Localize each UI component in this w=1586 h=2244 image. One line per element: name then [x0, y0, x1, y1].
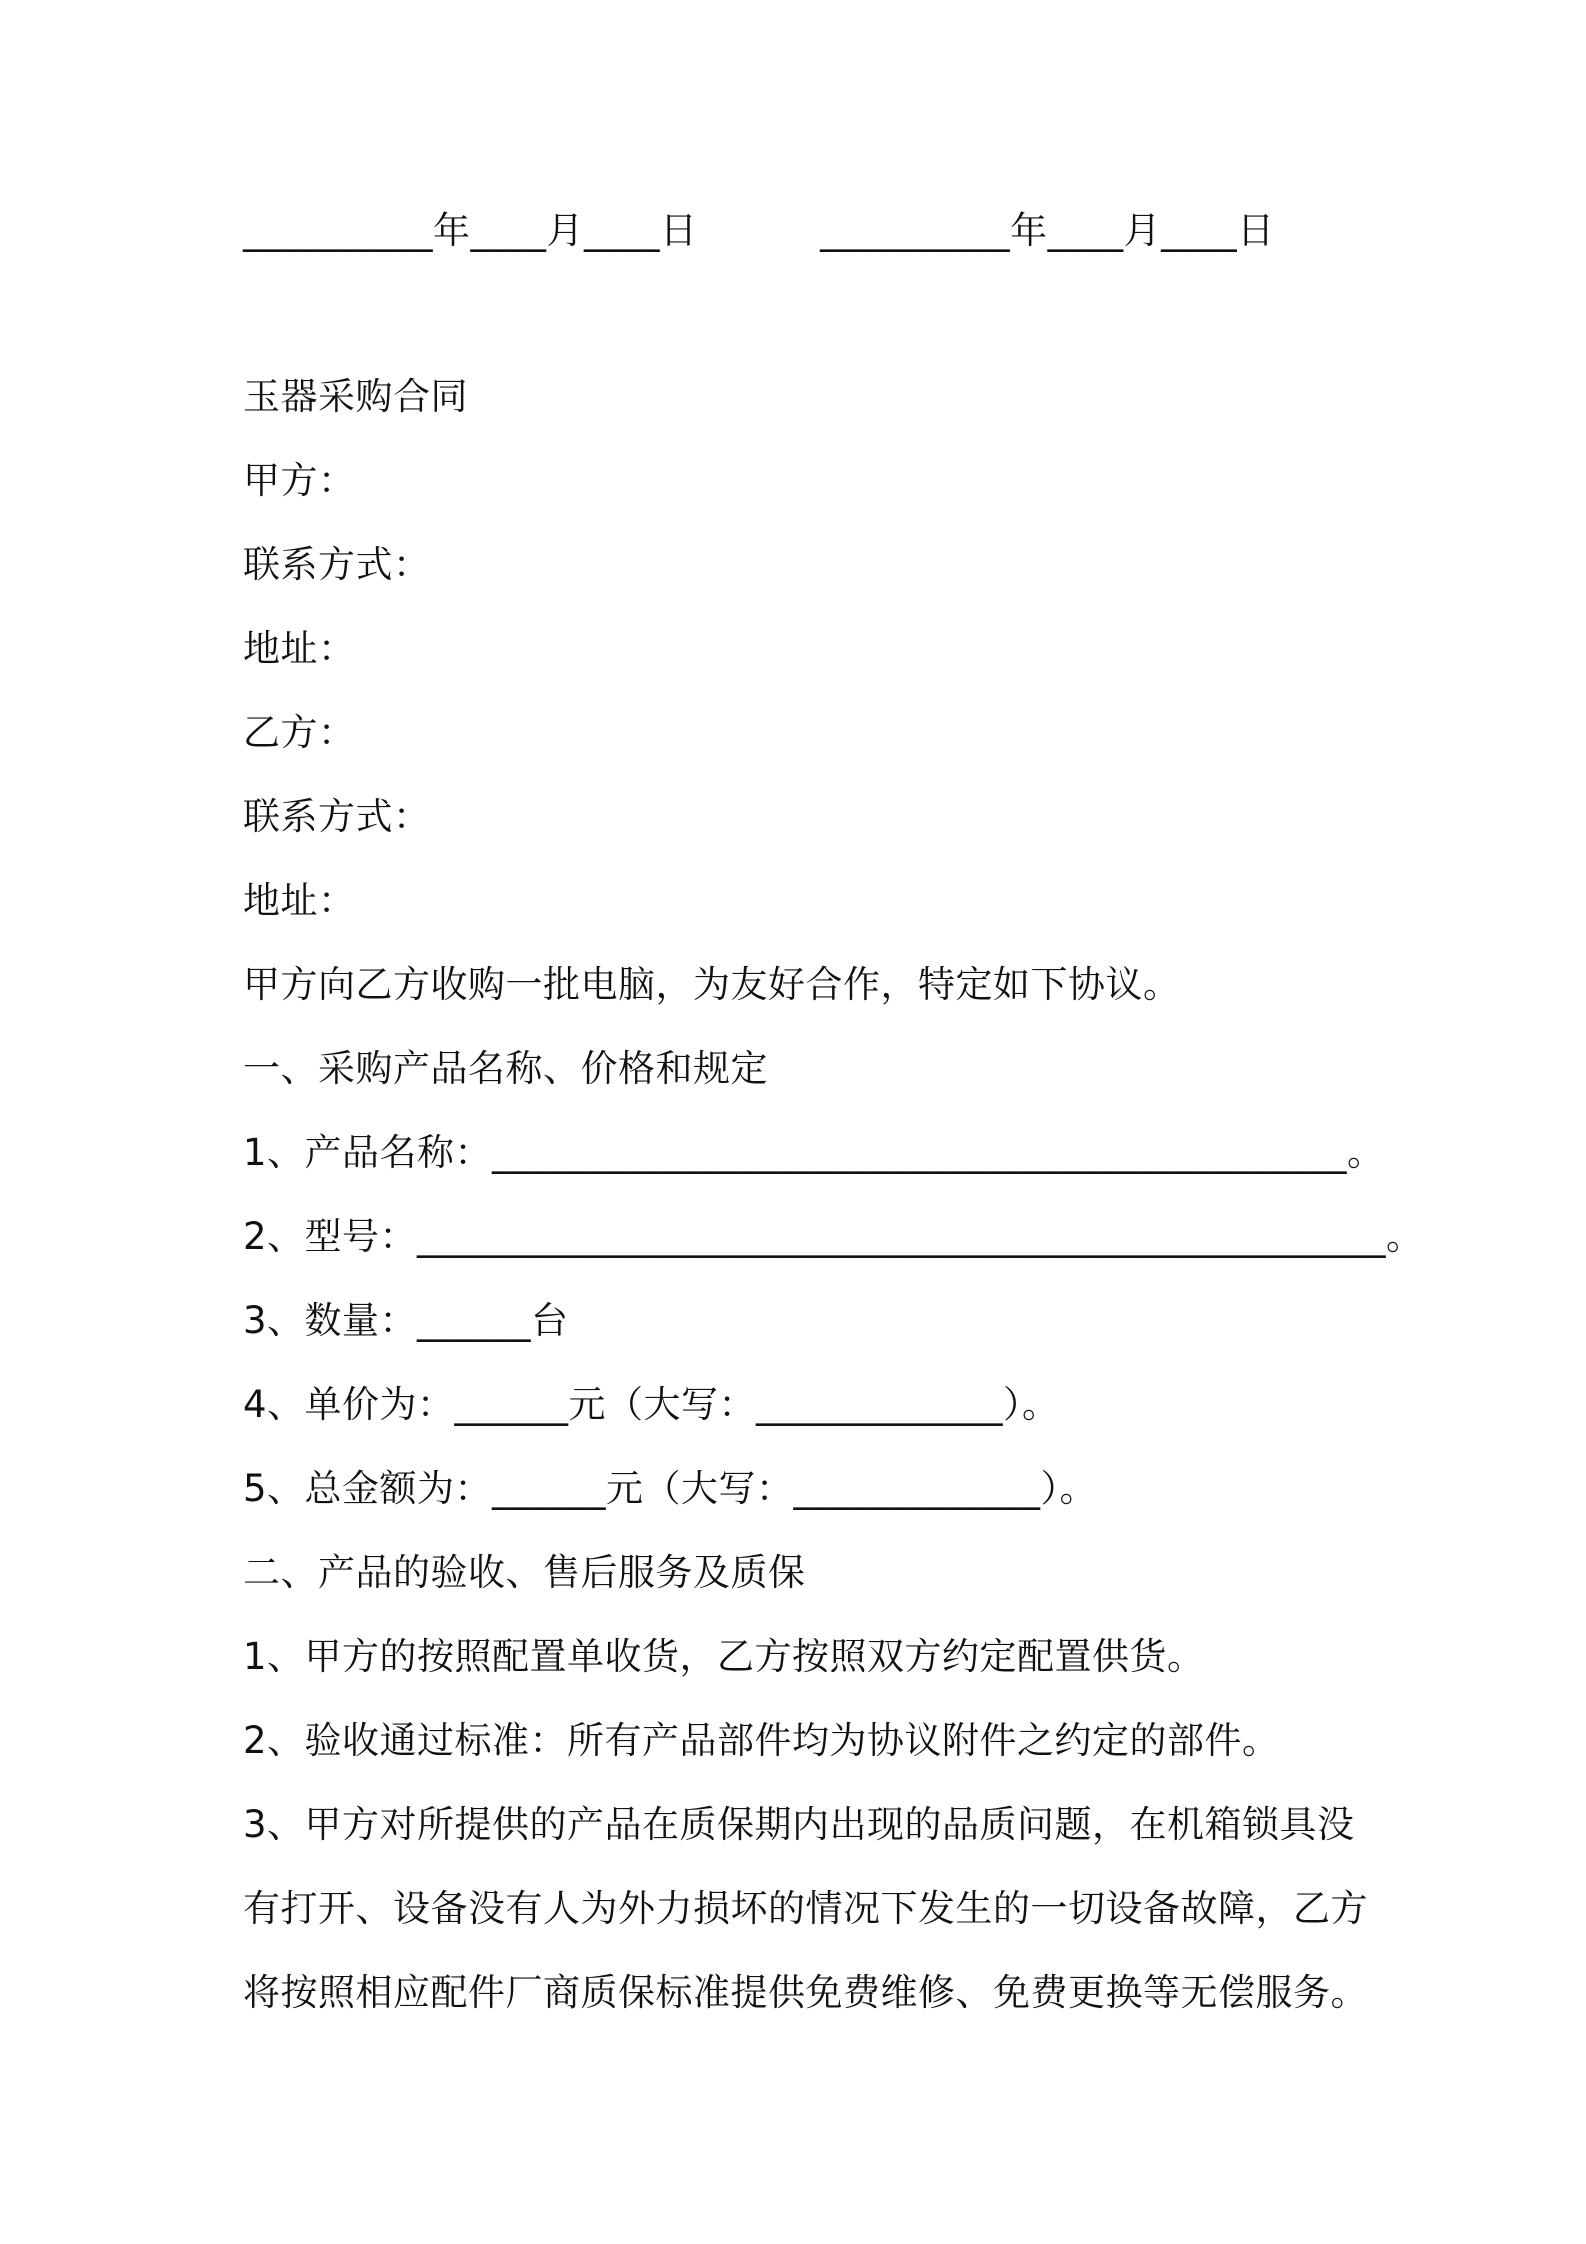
party-a-address: 地址： — [243, 627, 356, 670]
section2-item-3-line-3: 将按照相应配件厂商质保标准提供免费维修、免费更换等无偿服务。 — [243, 1971, 1368, 2014]
party-b-contact: 联系方式： — [243, 795, 431, 838]
section2-heading: 二、产品的验收、售后服务及质保 — [243, 1551, 806, 1594]
party-b-label: 乙方： — [243, 711, 356, 754]
section1-item-product-name: 1、产品名称：_____________________________________________。 — [243, 1131, 1385, 1174]
section1-item-unit-price: 4、单价为：______元（大写：_____________）。 — [243, 1383, 1060, 1426]
party-a-label: 甲方： — [243, 459, 356, 502]
section1-item-model: 2、型号：___________________________________________________。 — [243, 1215, 1424, 1258]
section1-item-total: 5、总金额为：______元（大写：_____________）。 — [243, 1467, 1098, 1510]
party-a-contact: 联系方式： — [243, 543, 431, 586]
intro-paragraph: 甲方向乙方收购一批电脑，为友好合作，特定如下协议。 — [243, 963, 1181, 1006]
section2-item-1: 1、甲方的按照配置单收货，乙方按照双方约定配置供货。 — [243, 1635, 1205, 1678]
contract-title: 玉器采购合同 — [243, 375, 468, 418]
section1-item-quantity: 3、数量：______台 — [243, 1299, 569, 1342]
section1-heading: 一、采购产品名称、价格和规定 — [243, 1047, 768, 1090]
party-b-address: 地址： — [243, 879, 356, 922]
section2-item-3-line-1: 3、甲方对所提供的产品在质保期内出现的品质问题，在机箱锁具没 — [243, 1803, 1355, 1846]
section2-item-3-line-2: 有打开、设备没有人为外力损坏的情况下发生的一切设备故障，乙方 — [243, 1887, 1368, 1930]
date-line: __________年____月____日 __________年____月____日 — [243, 209, 1275, 252]
section2-item-2: 2、验收通过标准：所有产品部件均为协议附件之约定的部件。 — [243, 1719, 1280, 1762]
